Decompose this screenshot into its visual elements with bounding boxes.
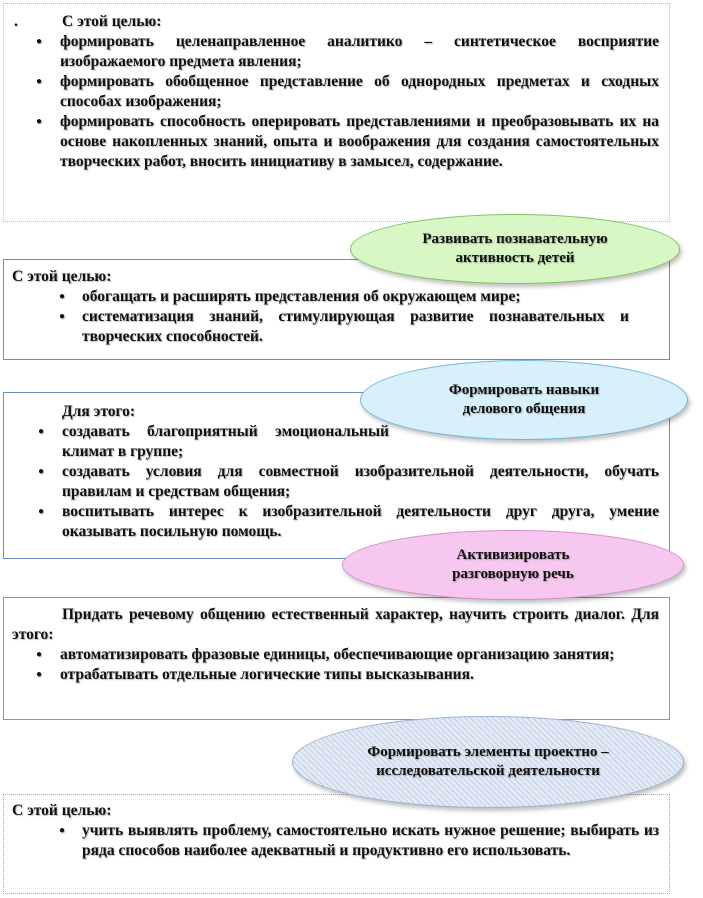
- list-item: ● обогащать и расширять представления об окружающем мире;: [12, 287, 659, 307]
- oval-cognitive-activity: [350, 214, 680, 284]
- box-3-list: [14, 422, 659, 542]
- list-item: ● создавать благоприятный эмоциональный климат в группе;: [14, 422, 659, 462]
- list-item: ● воспитывать интерес к изобразительной деятельности друг друга, умение оказывать посильную помощь.: [14, 502, 659, 542]
- list-item: ● формировать целенаправленное аналитико – синтетическое восприятие изображаемого предмета явления;: [14, 32, 659, 72]
- oval-project-research: [292, 716, 684, 808]
- list-item: ● учить выявлять проблему, самостоятельно искать нужное решение; выбирать из ряда способов наиболее адекватный и продуктивно его использовать.: [12, 821, 659, 861]
- box-1-marker: .: [14, 13, 18, 30]
- goal-box-1: [3, 3, 670, 222]
- box-1-lead: С этой целью:: [62, 13, 162, 30]
- box-5-lead: С этой целью:: [12, 802, 112, 819]
- oval-3-text: Активизировать разговорную речь: [452, 547, 574, 582]
- goal-box-4: [3, 597, 670, 720]
- goal-box-5: [3, 794, 670, 894]
- oval-2-text: Формировать навыки делового общения: [448, 382, 600, 417]
- list-item: ● систематизация знаний, стимулирующая развитие познавательных и творческих способностей.: [12, 307, 659, 347]
- box-4-lead: Придать речевому общению естественный характер, научить строить диалог. Для этого:: [12, 606, 659, 643]
- list-item: ● создавать условия для совместной изобразительной деятельности, обучать правилам и средствам общения;: [14, 462, 659, 502]
- list-item: ● формировать способность оперировать представлениями и преобразовывать их на основе накопленных знаний, опыта и воображения для создания самостоятельных творческих работ, вносить инициативу в замысел, содержание.: [14, 112, 659, 172]
- oval-business-communication: [360, 360, 688, 440]
- box-5-list: [12, 821, 659, 861]
- list-item: ● отрабатывать отдельные логические типы высказывания.: [12, 665, 659, 685]
- oval-conversational-speech: [342, 530, 684, 600]
- box-2-list: [12, 287, 659, 347]
- box-3-lead: Для этого:: [62, 403, 136, 420]
- list-item: ● автоматизировать фразовые единицы, обеспечивающие организацию занятия;: [12, 645, 659, 665]
- list-item: ● формировать обобщенное представление об однородных предметах и сходных способах изображения;: [14, 72, 659, 112]
- oval-4-text: Формировать элементы проектно – исследовательской деятельности: [367, 744, 609, 779]
- box-1-list: [14, 32, 659, 172]
- box-2-lead: С этой целью:: [12, 268, 112, 285]
- box-4-list: [12, 645, 659, 685]
- oval-1-text: Развивать познавательную активность детей: [422, 231, 608, 266]
